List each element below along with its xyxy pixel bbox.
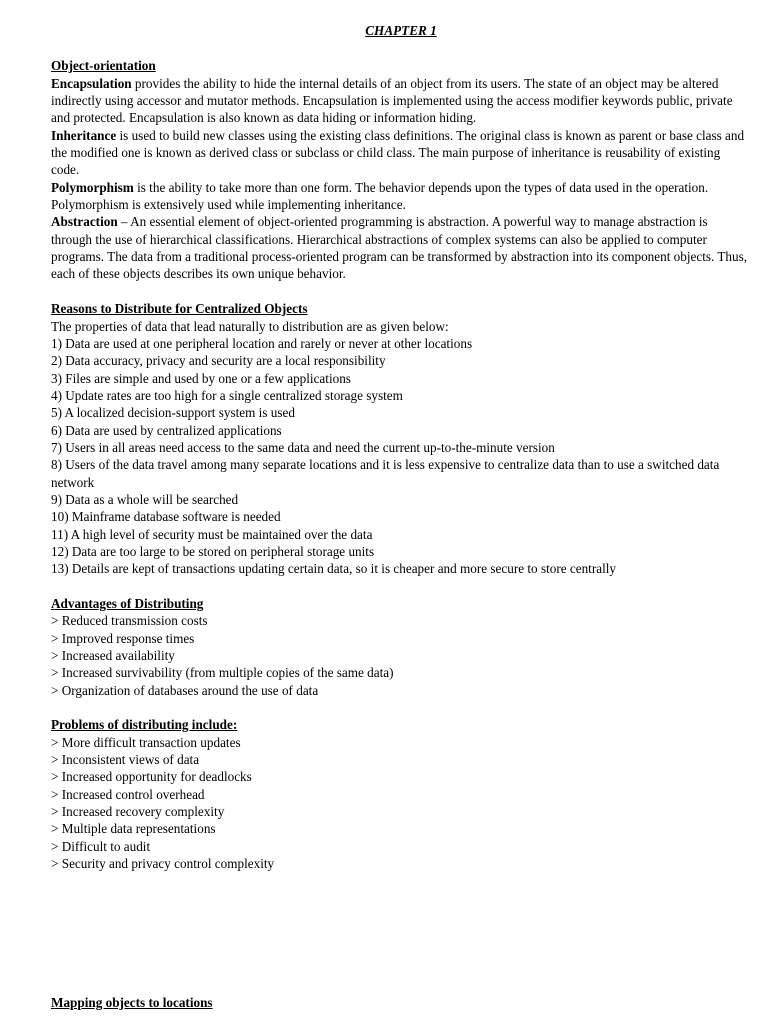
inheritance-paragraph xyxy=(51,127,751,179)
blank-space xyxy=(51,873,751,994)
problems-heading: Problems of distributing include: xyxy=(51,717,238,733)
list-item: > Increased recovery complexity xyxy=(51,804,225,820)
reasons-list xyxy=(51,335,751,578)
inheritance-term: Inheritance xyxy=(51,127,117,143)
list-item: > Difficult to audit xyxy=(51,838,151,854)
reasons-heading: Reasons to Distribute for Centralized Objects xyxy=(51,301,308,317)
list-item: 2) Data accuracy, privacy and security are a local responsibility xyxy=(51,353,386,369)
list-item: 3) Files are simple and used by one or a few applications xyxy=(51,370,351,386)
encapsulation-text: provides the ability to hide the internal details of an object from its users. The state of an object may be altered indirectly using accessor and mutator methods. Encapsulation is implemented using the access modifier keywords public, private and protected. Encapsulation is also known as data hiding or information hiding. xyxy=(51,75,733,126)
list-item: 5) A localized decision-support system is used xyxy=(51,405,295,421)
problems-section xyxy=(51,716,751,872)
abstraction-term: Abstraction xyxy=(51,214,118,230)
list-item: > Increased survivability (from multiple copies of the same data) xyxy=(51,665,394,681)
list-item: > Increased opportunity for deadlocks xyxy=(51,769,252,785)
polymorphism-term: Polymorphism xyxy=(51,179,134,195)
polymorphism-text: is the ability to take more than one form. The behavior depends upon the types of data used in the operation. Polymorphism is extensively used while implementing inheritance. xyxy=(51,179,709,213)
list-item: 11) A high level of security must be maintained over the data xyxy=(51,526,373,542)
inheritance-text: is used to build new classes using the existing class definitions. The original class is known as parent or base class and the modified one is known as derived class or subclass or child class. The main purpose of inheritance is reusability of existing code. xyxy=(51,127,745,178)
advantages-list xyxy=(51,612,751,699)
oop-section xyxy=(51,57,751,282)
encapsulation-term: Encapsulation xyxy=(51,75,132,91)
chapter-title: CHAPTER 1 xyxy=(365,23,437,38)
list-item: 6) Data are used by centralized applications xyxy=(51,422,282,438)
advantages-heading: Advantages of Distributing xyxy=(51,596,204,611)
encapsulation-paragraph xyxy=(51,75,751,127)
list-item: > Multiple data representations xyxy=(51,821,216,837)
abstraction-text: – An essential element of object-oriented programming is abstraction. A powerful way to manage abstraction is through the use of hierarchical classifications. Hierarchical abstractions of complex systems can also be applied to computer programs. The data from a traditional process-oriented program can be transformed by abstraction into its component objects. Thus, each of these objects describes its own unique behavior. xyxy=(51,214,748,282)
reasons-intro: The properties of data that lead naturally to distribution are as given below: xyxy=(51,318,449,334)
list-item: > Improved response times xyxy=(51,630,195,646)
list-item: > Increased control overhead xyxy=(51,786,205,802)
polymorphism-paragraph xyxy=(51,179,751,214)
list-item: 4) Update rates are too high for a single centralized storage system xyxy=(51,387,403,403)
document-page xyxy=(51,22,751,1011)
reasons-section xyxy=(51,300,751,578)
list-item: 7) Users in all areas need access to the same data and need the current up-to-the-minute version xyxy=(51,439,555,455)
abstraction-paragraph xyxy=(51,213,751,282)
advantages-section xyxy=(51,595,751,699)
next-section-heading: Mapping objects to locations xyxy=(51,994,213,1010)
list-item: > Reduced transmission costs xyxy=(51,613,208,629)
list-item: > More difficult transaction updates xyxy=(51,734,241,750)
list-item: > Security and privacy control complexity xyxy=(51,856,275,872)
list-item: 13) Details are kept of transactions updating certain data, so it is cheaper and more secure to store centrally xyxy=(51,561,617,577)
list-item: 10) Mainframe database software is needed xyxy=(51,509,281,525)
problems-list xyxy=(51,734,751,873)
list-item: > Organization of databases around the use of data xyxy=(51,682,319,698)
list-item: > Inconsistent views of data xyxy=(51,752,200,768)
list-item: 8) Users of the data travel among many separate locations and it is less expensive to centralize data than to use a switched data network xyxy=(51,457,720,490)
list-item: 1) Data are used at one peripheral location and rarely or never at other locations xyxy=(51,335,473,351)
list-item: 9) Data as a whole will be searched xyxy=(51,491,239,507)
list-item: > Increased availability xyxy=(51,648,175,664)
list-item: 12) Data are too large to be stored on peripheral storage units xyxy=(51,543,375,559)
oop-heading: Object-orientation xyxy=(51,58,156,74)
